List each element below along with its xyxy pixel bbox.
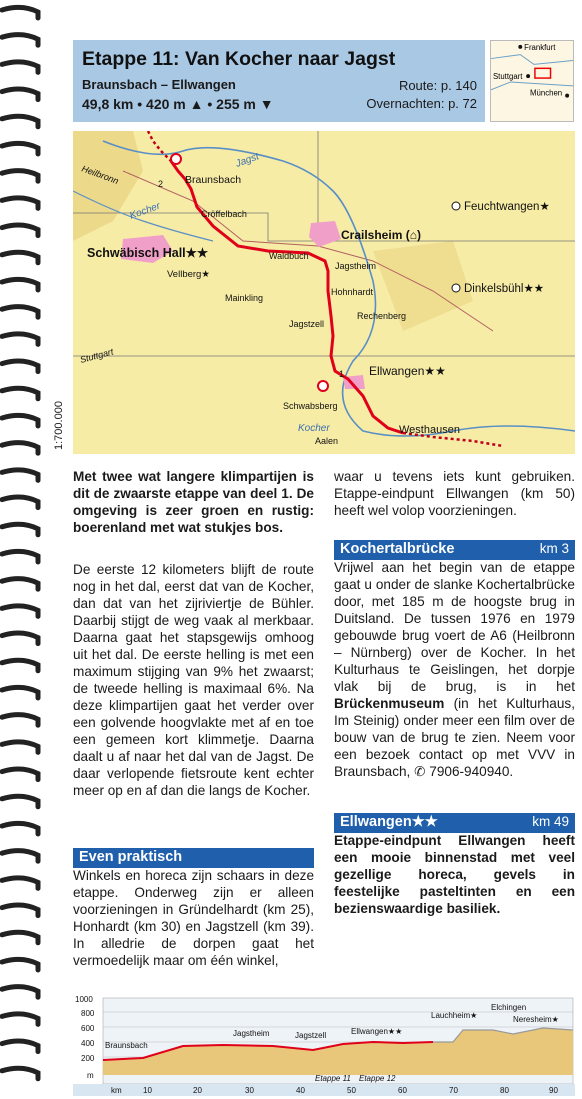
spiral-ring xyxy=(2,116,38,127)
profile-braunsbach: Braunsbach xyxy=(105,1041,148,1050)
spiral-ring xyxy=(2,307,38,318)
spiral-ring xyxy=(2,687,38,698)
label-kocher-west: Kocher xyxy=(128,200,162,222)
spiral-ring xyxy=(2,851,38,862)
frankfurt-dot xyxy=(518,45,522,49)
spiral-ring xyxy=(2,415,38,426)
inset-munchen: München xyxy=(530,88,563,98)
spiral-ring xyxy=(2,470,38,481)
inset-frankfurt: Frankfurt xyxy=(524,42,556,52)
spiral-ring xyxy=(2,742,38,753)
profile-etappe-11: Etappe 11 xyxy=(315,1074,351,1083)
spiral-ring xyxy=(2,606,38,617)
y-tick-m: m xyxy=(87,1071,94,1080)
y-tick-600: 600 xyxy=(81,1024,95,1033)
spiral-ring xyxy=(2,579,38,590)
profile-elchingen: Elchingen xyxy=(491,1003,527,1012)
label-ellwangen: Ellwangen★★ xyxy=(369,364,446,378)
label-schwabsberg: Schwabsberg xyxy=(283,401,338,411)
label-stuttgart: Stuttgart xyxy=(78,346,115,365)
spiral-binding xyxy=(0,0,48,1099)
stage-stats: 49,8 km • 420 m ▲ • 255 m ▼ xyxy=(82,96,274,112)
spiral-ring xyxy=(2,769,38,780)
label-start-number: 2 xyxy=(158,179,164,189)
spiral-ring xyxy=(2,823,38,834)
x-tick-km: km xyxy=(111,1086,122,1095)
continued-paragraph: waar u tevens iets kunt gebruiken. Etappe-eindpunt Ellwangen (km 50) heeft wel volop voorzieningen. xyxy=(334,469,575,518)
stage-header xyxy=(73,40,485,122)
profile-lauchheim: Lauchheim★ xyxy=(431,1011,478,1020)
spiral-ring xyxy=(2,62,38,73)
profile-etappe-12: Etappe 12 xyxy=(359,1074,396,1083)
spiral-ring xyxy=(2,987,38,998)
label-jagstzell: Jagstzell xyxy=(289,319,325,329)
spiral-ring xyxy=(2,932,38,943)
spiral-ring xyxy=(2,252,38,263)
spiral-ring xyxy=(2,796,38,807)
spiral-ring xyxy=(2,959,38,970)
spiral-ring xyxy=(2,35,38,46)
stay-reference: Overnachten: p. 72 xyxy=(366,96,477,111)
section-header-practical xyxy=(73,848,314,868)
label-heilbronn: Heilbronn xyxy=(80,163,120,187)
body-paragraph: De eerste 12 kilometers blijft de route nog in het dal, eerst dat van de Kocher, dan dat van het zijriviertje de Bühler. Daarbij stijgt de weg vaak al merkbaar. Daarna gaat het stapsgewijs omhoog uit het dal. De eerste helling is met een maximum stijging van 9% het zwaarst; de tweede helling is maximaal 6%. Na deze klimpartijen gaat het verder over een golvende hoogvlakte met af en toe een gemeen kort klimmetje. Daarna daalt u af naar het dal van de Jagst. De daar verlopende fietsroute kent echter meer op en af dan die langs de Kocher. xyxy=(73,562,314,798)
profile-jagstheim: Jagstheim xyxy=(233,1029,270,1038)
spiral-ring xyxy=(2,905,38,916)
label-vellberg: Vellberg★ xyxy=(167,269,210,280)
label-aalen: Aalen xyxy=(315,436,339,446)
ellwangen-title: Ellwangen★★ xyxy=(340,814,438,830)
label-mainkling: Mainkling xyxy=(225,293,264,303)
spiral-ring xyxy=(2,7,38,18)
spiral-ring xyxy=(2,225,38,236)
spiral-ring xyxy=(2,1014,38,1025)
map-scale: 1:700.000 xyxy=(53,401,65,450)
spiral-ring xyxy=(2,551,38,562)
x-tick-80: 80 xyxy=(500,1086,509,1095)
munchen-dot xyxy=(565,94,569,98)
label-westhausen: Westhausen xyxy=(399,424,460,436)
label-end-number: 1 xyxy=(339,369,345,379)
spiral-ring xyxy=(2,388,38,399)
spiral-ring xyxy=(2,715,38,726)
label-braunsbach: Braunsbach xyxy=(185,174,242,186)
kocher-text-a: Vrijwel aan het begin van de etappe gaat u onder de slanke Kochertalbrücke door, met 185 m de hoogste brug in Duitsland. De tussen 1976 en 1979 gebouwde brug voert de A6 (Heilbronn – Nürnberg) over de Kocher. In het Kulturhaus te Geislingen, het dorpje vlak bij de brug, is in het xyxy=(334,560,575,694)
elevation-profile xyxy=(73,990,575,1096)
practical-title: Even praktisch xyxy=(79,849,183,865)
locator-inset-map xyxy=(490,40,574,122)
label-crailsheim: Crailsheim (⌂) xyxy=(341,228,421,242)
x-tick-10: 10 xyxy=(143,1086,152,1095)
y-tick-200: 200 xyxy=(81,1054,95,1063)
section-header-ellwangen xyxy=(334,813,575,833)
kocher-km: km 3 xyxy=(539,541,569,556)
profile-ellwangen: Ellwangen★★ xyxy=(351,1027,403,1036)
stuttgart-dot xyxy=(526,74,530,78)
x-tick-70: 70 xyxy=(449,1086,458,1095)
x-tick-60: 60 xyxy=(398,1086,407,1095)
x-tick-20: 20 xyxy=(193,1086,202,1095)
stage-area-marker xyxy=(535,68,551,78)
label-waldbuch: Waldbuch xyxy=(269,251,309,261)
spiral-ring xyxy=(2,660,38,671)
y-tick-1000: 1000 xyxy=(75,995,93,1004)
kocher-text-c: (in het Kulturhaus, Im Steinig) onder meer een film over de bouw van de brug te zien. Neem voor een bezoek contact op met VVV in Braunsbach, ✆ 7906-940940. xyxy=(334,696,575,779)
label-honhardt: Hohnhardt xyxy=(331,287,374,297)
spiral-ring xyxy=(2,633,38,644)
ellwangen-text: Etappe-eindpunt Ellwangen heeft een mooie binnenstad met veel gezellige horeca, gevels in feestelijke pasteltinten en een bezienswaardige basiliek. xyxy=(334,833,575,916)
x-tick-90: 90 xyxy=(549,1086,558,1095)
label-schwabisch-hall: Schwäbisch Hall★★ xyxy=(87,246,209,260)
spiral-ring xyxy=(2,89,38,100)
x-tick-30: 30 xyxy=(245,1086,254,1095)
kocher-text xyxy=(334,559,575,780)
route-reference: Route: p. 140 xyxy=(398,78,477,93)
section-header-kochertalbrucke xyxy=(334,540,575,560)
y-tick-400: 400 xyxy=(81,1039,95,1048)
x-tick-40: 40 xyxy=(296,1086,305,1095)
route-map xyxy=(73,131,575,454)
spiral-ring xyxy=(2,524,38,535)
spiral-ring xyxy=(2,279,38,290)
ellwangen-km: km 49 xyxy=(532,814,569,829)
stage-subtitle: Braunsbach – Ellwangen xyxy=(82,77,236,92)
spiral-ring xyxy=(2,143,38,154)
spiral-ring xyxy=(2,878,38,889)
bruckenmuseum-name: Brückenmuseum xyxy=(334,696,445,711)
kocher-title: Kochertalbrücke xyxy=(340,541,455,557)
label-rechenberg: Rechenberg xyxy=(357,311,407,321)
label-feuchtwangen: Feuchtwangen★ xyxy=(464,201,550,213)
end-marker xyxy=(318,381,328,391)
practical-text: Winkels en horeca zijn schaars in deze etappe. Onderweg zijn er alleen voorzieningen in Gründelhardt (km 25), Honhardt (km 30) en Jagstzell (km 39). In alledrie de dorpen gaat het vermoedelijk maar om één winkel, xyxy=(73,868,314,968)
spiral-ring xyxy=(2,361,38,372)
label-jagst: Jagst xyxy=(234,151,261,170)
page-title: Etappe 11: Van Kocher naar Jagst xyxy=(82,48,396,70)
inset-stuttgart: Stuttgart xyxy=(492,72,523,82)
spiral-ring xyxy=(2,443,38,454)
spiral-ring xyxy=(2,198,38,209)
profile-neresheim: Neresheim★ xyxy=(513,1015,559,1024)
spiral-ring xyxy=(2,334,38,345)
spiral-ring xyxy=(2,1068,38,1079)
spiral-ring xyxy=(2,1041,38,1052)
spiral-ring xyxy=(2,497,38,508)
start-marker xyxy=(171,154,181,164)
intro-paragraph: Met twee wat langere klimpartijen is dit de zwaarste etappe van deel 1. De omgeving is zeer groen en rustig: boerenland met wat stukjes bos. xyxy=(73,469,314,535)
label-dinkelsbuhl: Dinkelsbühl★★ xyxy=(464,283,545,295)
profile-jagstzell: Jagstzell xyxy=(295,1031,327,1040)
spiral-ring xyxy=(2,171,38,182)
y-tick-800: 800 xyxy=(81,1009,95,1018)
label-kocher-south: Kocher xyxy=(298,423,330,434)
x-tick-50: 50 xyxy=(347,1086,356,1095)
label-jagstheim: Jagstheim xyxy=(335,261,377,271)
label-croffelbach: Cröffelbach xyxy=(201,209,247,219)
